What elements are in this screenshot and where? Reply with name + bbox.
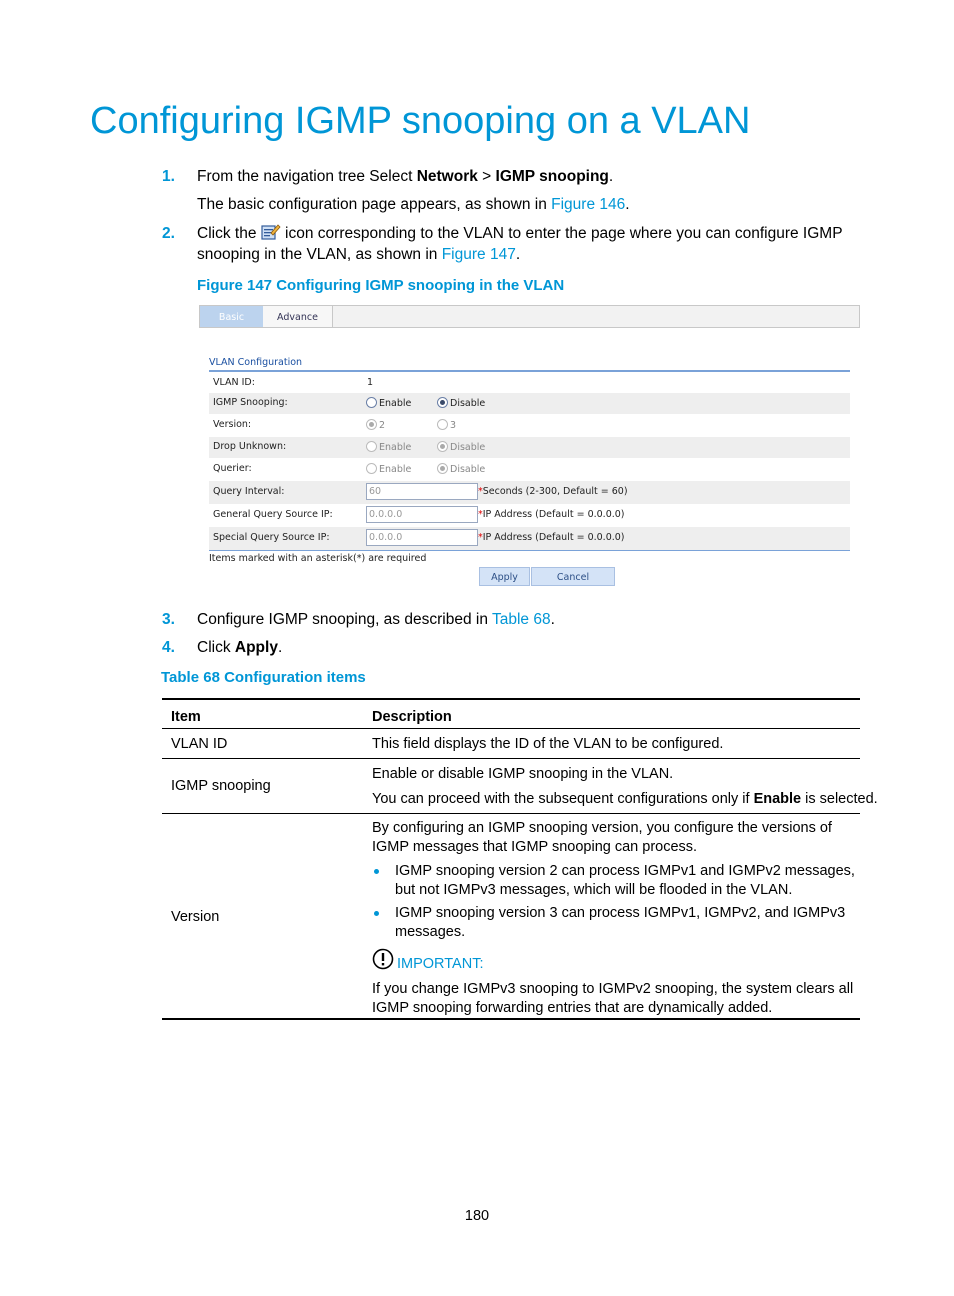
cell-desc-vlan-id: This field displays the ID of the VLAN to be configured. <box>372 736 724 752</box>
row-query-interval: Query Interval: 60 *Seconds (2-300, Default = 60) <box>209 481 850 504</box>
cell-item-vlan-id: VLAN ID <box>171 736 228 752</box>
row-general-query-source-ip: General Query Source IP: 0.0.0.0 *IP Address (Default = 0.0.0.0) <box>209 504 850 527</box>
page-number: 180 <box>464 1208 490 1224</box>
table-68-link[interactable]: Table 68 <box>491 611 551 628</box>
step-number: 1. <box>162 168 175 185</box>
step-1-note: The basic configuration page appears, as shown in Figure 146. <box>197 196 630 213</box>
table-bottom-rule <box>162 1018 860 1020</box>
version-2-radio[interactable]: 2 <box>366 419 385 431</box>
step-text: Configure IGMP snooping, as described in Table 68. <box>197 611 555 628</box>
step-text: From the navigation tree Select Network > IGMP snooping. <box>197 168 614 185</box>
header-rule <box>162 728 860 729</box>
drop-unknown-disable-radio[interactable]: Disable <box>437 441 485 453</box>
querier-enable-radio[interactable]: Enable <box>366 463 411 475</box>
table-caption: Table 68 Configuration items <box>161 669 366 686</box>
querier-disable-radio[interactable]: Disable <box>437 463 485 475</box>
row-querier: Querier: Enable Disable <box>213 463 486 475</box>
drop-unknown-enable-radio[interactable]: Enable <box>366 441 411 453</box>
required-note: Items marked with an asterisk(*) are required <box>209 553 427 564</box>
bullet-item: IGMP snooping version 2 can process IGMPv1 and IGMPv2 messages, but not IGMPv3 messages, which will be flooded in the VLAN. <box>372 862 858 900</box>
tab-bar <box>199 305 860 328</box>
query-interval-hint: *Seconds (2-300, Default = 60) <box>478 486 628 497</box>
section-title: VLAN Configuration <box>209 357 303 368</box>
figure-146-link[interactable]: Figure 146 <box>551 196 626 213</box>
tab-advance[interactable]: Advance <box>263 306 333 327</box>
figure-147-link[interactable]: Figure 147 <box>441 246 516 263</box>
edit-icon <box>261 223 281 241</box>
important-text: If you change IGMPv3 snooping to IGMPv2 snooping, the system clears all IGMP snooping forwarding entries that are dynamically added. <box>372 981 854 1016</box>
bottom-divider <box>209 550 850 551</box>
apply-button[interactable]: Apply <box>479 567 530 586</box>
step-text: Click the icon corresponding to the VLAN to enter the page where you can configure IGMP snooping in the VLAN, as shown in Figure 147. <box>197 225 843 263</box>
table-top-rule <box>162 698 860 700</box>
step-number: 2. <box>162 225 175 242</box>
igmp-snooping-enable-radio[interactable]: Enable <box>366 397 411 409</box>
important-icon <box>372 948 394 970</box>
cell-item-version: Version <box>171 909 220 925</box>
row-version: Version: 2 3 <box>213 419 457 431</box>
tab-basic[interactable]: Basic <box>200 306 263 327</box>
vlan-id-value: 1 <box>367 377 374 388</box>
cell-desc-version: By configuring an IGMP snooping version, you configure the versions of IGMP messages that IGMP snooping can process. <box>372 820 832 855</box>
vlan-config-screenshot <box>199 305 860 590</box>
version-3-radio[interactable]: 3 <box>437 419 456 431</box>
cell-desc-igmp-snooping-1: Enable or disable IGMP snooping in the VLAN. <box>372 766 674 782</box>
section-divider <box>209 370 850 372</box>
step-number: 4. <box>162 639 175 656</box>
general-query-source-ip-hint: *IP Address (Default = 0.0.0.0) <box>478 509 625 520</box>
header-description: Description <box>372 709 452 725</box>
row-vlan-id: VLAN ID: 1 <box>213 377 374 388</box>
header-item: Item <box>171 709 201 725</box>
row-rule <box>162 813 860 814</box>
cell-desc-igmp-snooping-2: You can proceed with the subsequent configurations only if Enable is selected. <box>372 791 878 807</box>
step-text: Click Apply. <box>197 639 283 656</box>
row-special-query-source-ip: Special Query Source IP: 0.0.0.0 *IP Address (Default = 0.0.0.0) <box>209 527 850 550</box>
row-drop-unknown: Drop Unknown: Enable Disable <box>209 437 850 458</box>
page-title: Configuring IGMP snooping on a VLAN <box>90 100 751 142</box>
special-query-source-ip-input[interactable]: 0.0.0.0 <box>366 529 478 546</box>
step-number: 3. <box>162 611 175 628</box>
important-label: IMPORTANT: <box>372 948 483 974</box>
cell-item-igmp-snooping: IGMP snooping <box>171 778 271 794</box>
cancel-button[interactable]: Cancel <box>531 567 615 586</box>
igmp-snooping-disable-radio[interactable]: Disable <box>437 397 485 409</box>
row-igmp-snooping: IGMP Snooping: Enable Disable <box>209 393 850 414</box>
special-query-source-ip-hint: *IP Address (Default = 0.0.0.0) <box>478 532 625 543</box>
query-interval-input[interactable]: 60 <box>366 483 478 500</box>
figure-caption: Figure 147 Configuring IGMP snooping in the VLAN <box>197 277 565 294</box>
row-rule <box>162 758 860 759</box>
bullet-item: IGMP snooping version 3 can process IGMPv1, IGMPv2, and IGMPv3 messages. <box>372 904 858 942</box>
general-query-source-ip-input[interactable]: 0.0.0.0 <box>366 506 478 523</box>
